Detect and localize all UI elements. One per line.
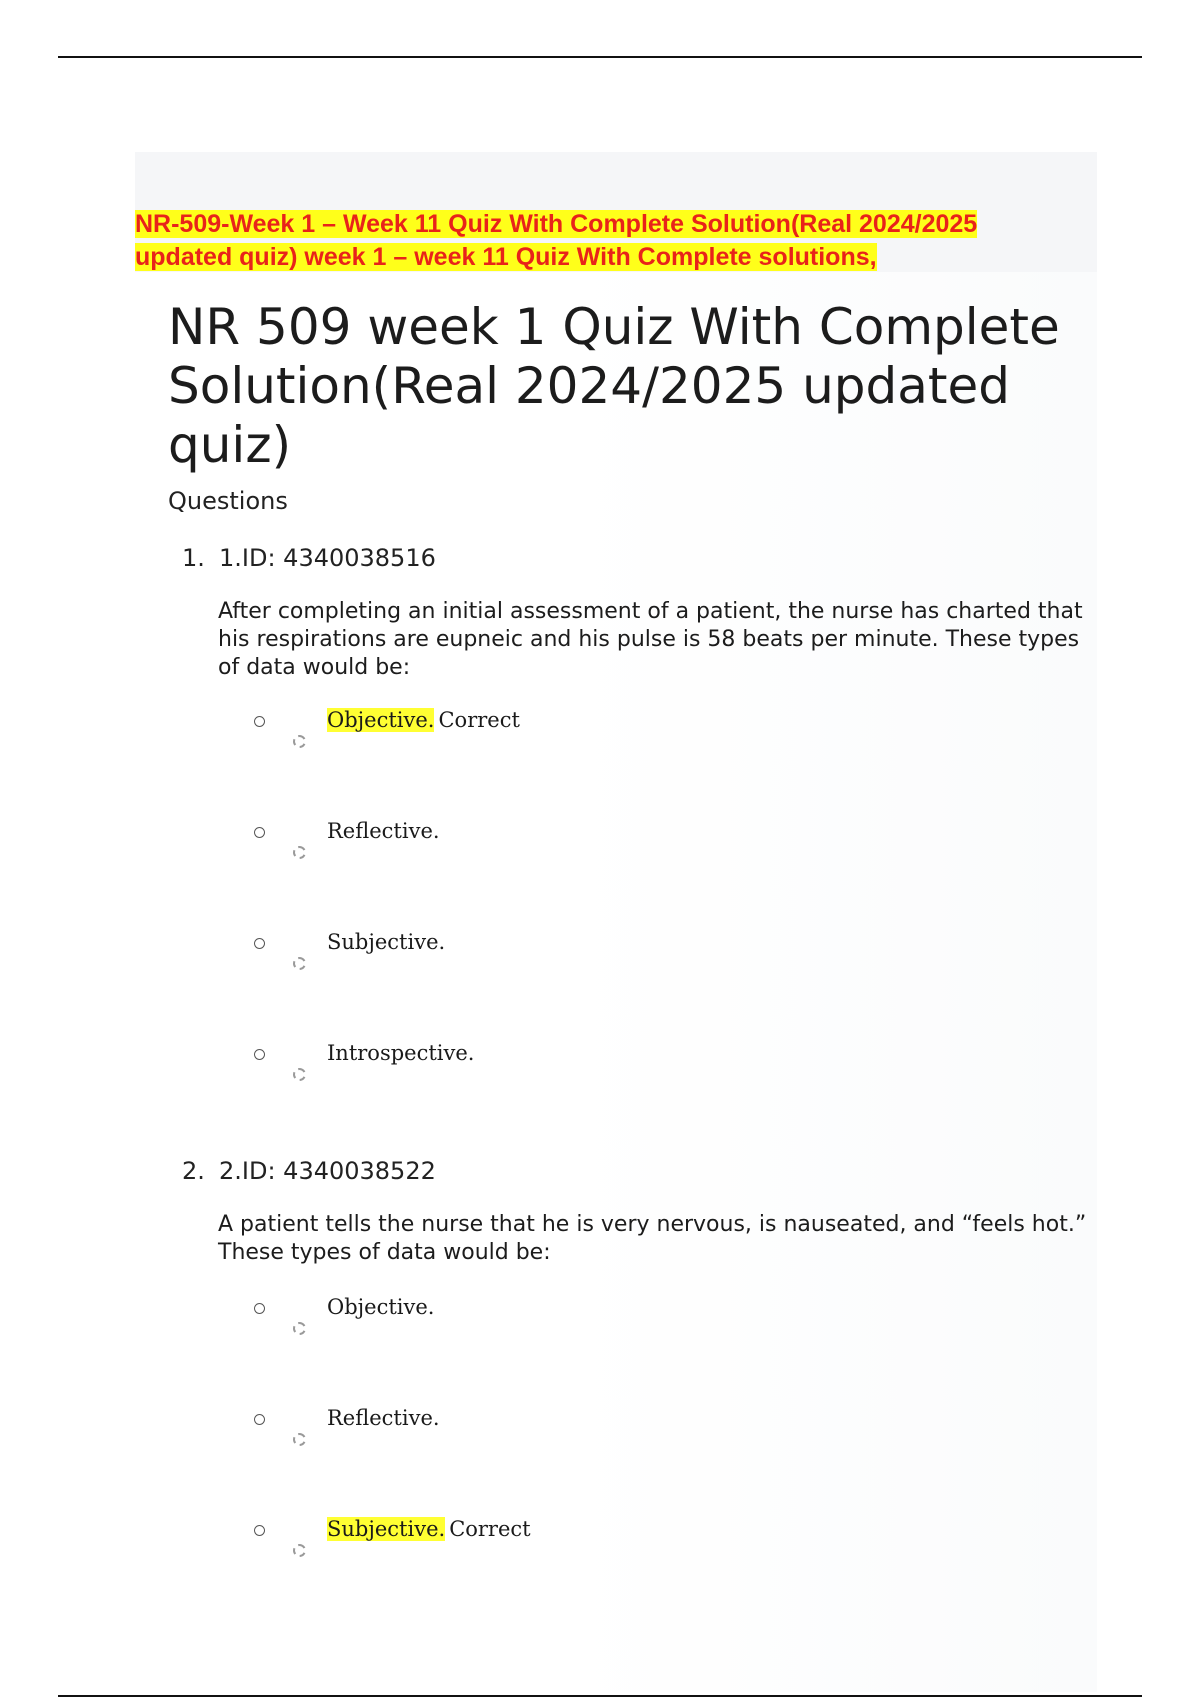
- question-1: [168, 540, 1108, 1065]
- bullet-icon: [254, 827, 265, 838]
- radio-button[interactable]: [293, 1322, 306, 1335]
- answer-label[interactable]: [327, 705, 520, 735]
- banner-title-text: NR-509-Week 1 – Week 11 Quiz With Complete Solution(Real 2024/2025 updated quiz) week 1 – week 11 Quiz With Complete solutions,: [135, 210, 978, 271]
- answer-label[interactable]: [327, 927, 445, 957]
- top-divider: [58, 56, 1142, 58]
- radio-button[interactable]: [293, 957, 306, 970]
- radio-button[interactable]: [293, 846, 306, 859]
- answer-option-reflective[interactable]: [168, 819, 868, 882]
- question-text: After completing an initial assessment of a patient, the nurse has charted that his respirations are eupneic and his pulse is 58 beats per minute. These types of data would be:: [218, 599, 1083, 680]
- answer-verdict: Correct: [449, 1517, 531, 1541]
- bullet-icon: [254, 1525, 265, 1536]
- question-number: 2.: [182, 1157, 205, 1185]
- question-text: A patient tells the nurse that he is very nervous, is nauseated, and “feels hot.” These types of data would be:: [218, 1212, 1087, 1265]
- radio-button[interactable]: [293, 1544, 306, 1557]
- answer-option-introspective[interactable]: [168, 1041, 868, 1104]
- answer-option-objective[interactable]: [168, 708, 868, 771]
- answer-option-subjective[interactable]: [168, 930, 868, 993]
- bullet-icon: [254, 1303, 265, 1314]
- question-id: 2.ID: 4340038522: [219, 1157, 436, 1185]
- bullet-icon: [254, 938, 265, 949]
- answer-verdict: Correct: [438, 708, 520, 732]
- page-title: NR 509 week 1 Quiz With Complete Solution(Real 2024/2025 updated quiz): [168, 298, 1060, 474]
- radio-button[interactable]: [293, 1433, 306, 1446]
- answer-text: Objective.: [327, 708, 435, 732]
- answer-text: Subjective.: [327, 1517, 446, 1541]
- question-header: [168, 540, 1108, 576]
- answer-text: Introspective.: [327, 1041, 475, 1065]
- answer-text: Objective.: [327, 1295, 435, 1319]
- bullet-icon: [254, 1049, 265, 1060]
- answer-label[interactable]: [327, 816, 440, 846]
- answer-option-objective[interactable]: [168, 1295, 868, 1358]
- question-2: [168, 1153, 1108, 1541]
- question-header: [168, 1153, 1108, 1189]
- banner-title: [135, 208, 1075, 274]
- radio-button[interactable]: [293, 735, 306, 748]
- answer-option-subjective[interactable]: [168, 1517, 868, 1580]
- bottom-divider: [58, 1695, 1142, 1697]
- answer-text: Reflective.: [327, 1406, 440, 1430]
- radio-button[interactable]: [293, 1068, 306, 1081]
- question-id: 1.ID: 4340038516: [219, 544, 436, 572]
- answer-text: Reflective.: [327, 819, 440, 843]
- answer-label[interactable]: [327, 1514, 531, 1544]
- answer-label[interactable]: [327, 1292, 434, 1322]
- questions-heading: Questions: [168, 487, 288, 515]
- question-number: 1.: [182, 544, 205, 572]
- bullet-icon: [254, 1414, 265, 1425]
- answer-label[interactable]: [327, 1403, 440, 1433]
- answer-text: Subjective.: [327, 930, 446, 954]
- answer-option-reflective[interactable]: [168, 1406, 868, 1469]
- bullet-icon: [254, 716, 265, 727]
- answer-label[interactable]: [327, 1038, 474, 1068]
